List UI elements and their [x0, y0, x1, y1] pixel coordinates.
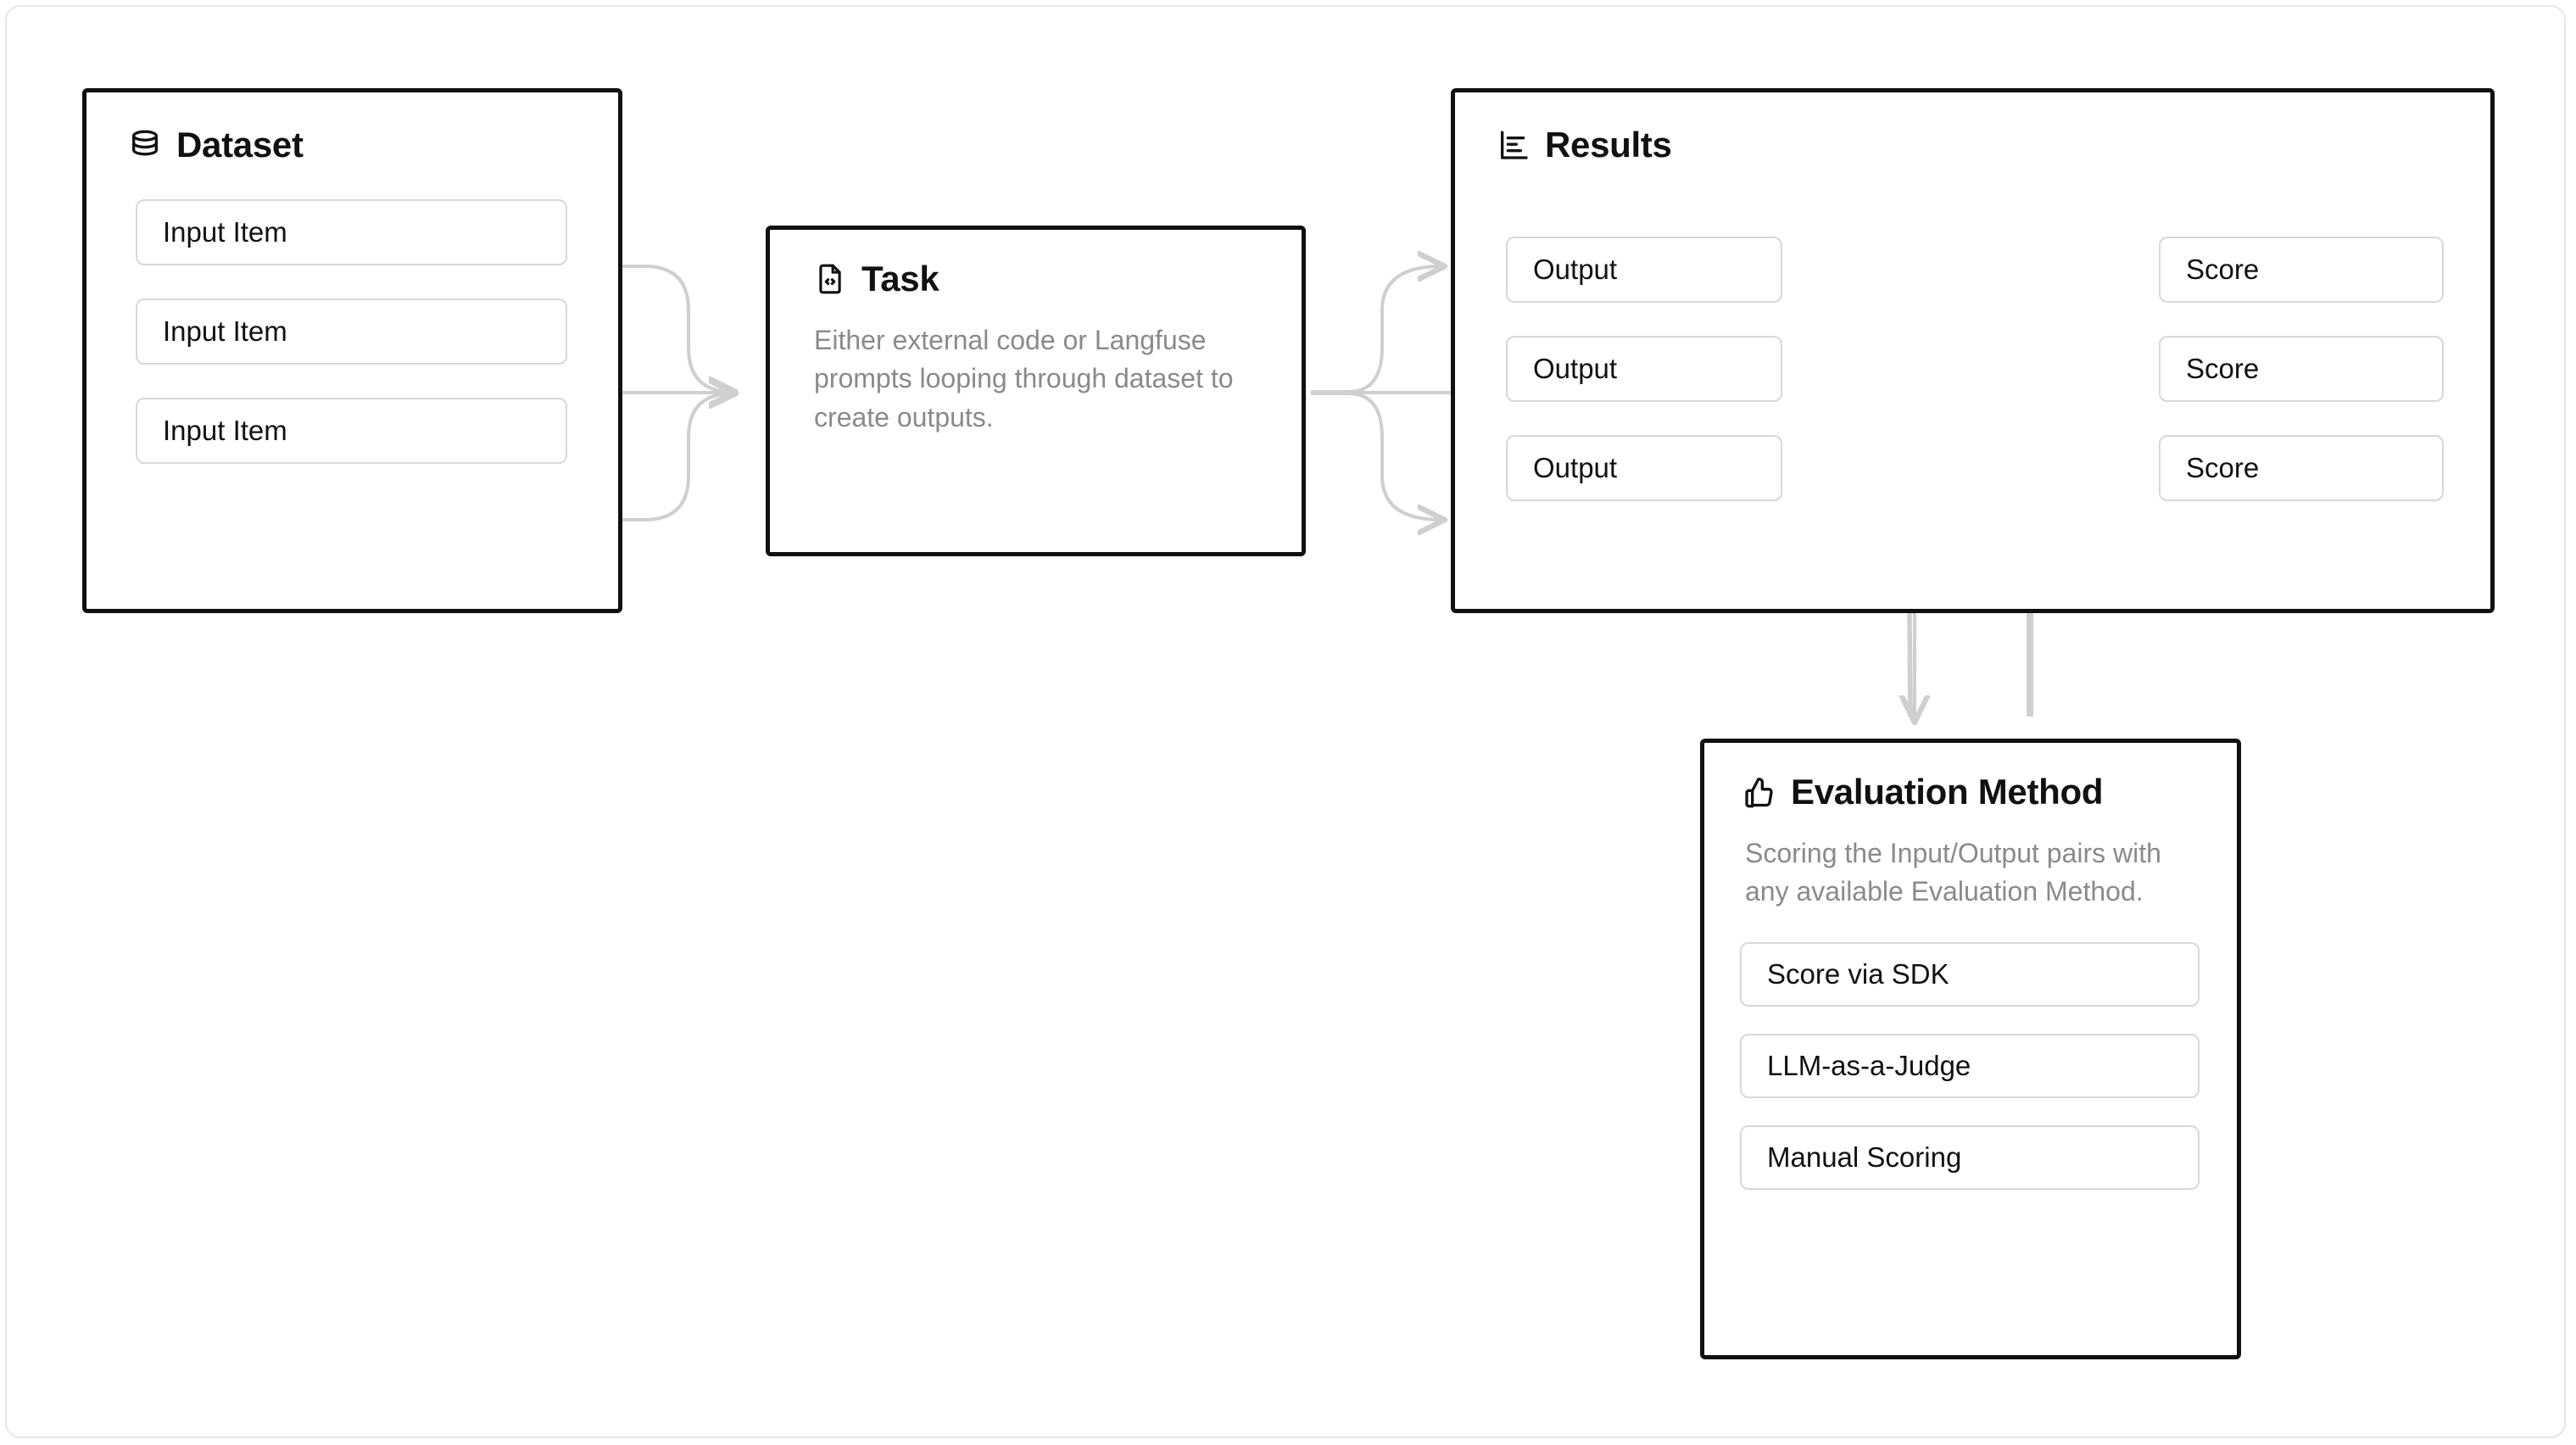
results-grid	[1455, 92, 2490, 609]
list-item[interactable]: Score	[2159, 237, 2444, 303]
task-node-description: Either external code or Langfuse prompts looping through dataset to create outputs.	[814, 325, 1234, 432]
database-icon	[127, 127, 163, 163]
list-item[interactable]: Score via SDK	[1740, 942, 2200, 1007]
evaluation-method-node	[1700, 739, 2241, 1359]
list-item[interactable]: Output	[1506, 336, 1782, 402]
results-node-title: Results	[1545, 125, 1672, 165]
list-item[interactable]: LLM-as-a-Judge	[1740, 1034, 2200, 1098]
evaluation-method-node-header	[1742, 772, 2237, 812]
list-item[interactable]: Manual Scoring	[1740, 1125, 2200, 1190]
list-item[interactable]: Input Item	[136, 199, 567, 265]
results-output-list	[1506, 237, 1782, 501]
task-node	[766, 226, 1306, 556]
list-item[interactable]: Input Item	[136, 398, 567, 464]
task-node-header	[812, 259, 1302, 299]
list-item[interactable]: Output	[1506, 237, 1782, 303]
list-item[interactable]: Output	[1506, 435, 1782, 501]
thumbs-up-icon	[1742, 774, 1777, 810]
dataset-node-title: Dataset	[176, 125, 304, 165]
dataset-node-header	[127, 125, 618, 165]
list-item[interactable]: Input Item	[136, 298, 567, 365]
dataset-node	[82, 88, 622, 613]
evaluation-method-list	[1704, 942, 2237, 1190]
evaluation-method-node-title: Evaluation Method	[1791, 772, 2104, 812]
dataset-item-list	[86, 199, 618, 464]
task-node-title: Task	[861, 259, 940, 298]
list-item[interactable]: Score	[2159, 435, 2444, 501]
file-code-icon	[812, 261, 848, 297]
results-node	[1451, 88, 2495, 613]
evaluation-method-node-description: Scoring the Input/Output pairs with any available Evaluation Method.	[1745, 838, 2161, 907]
list-item[interactable]: Score	[2159, 336, 2444, 402]
results-score-list	[2159, 237, 2444, 501]
